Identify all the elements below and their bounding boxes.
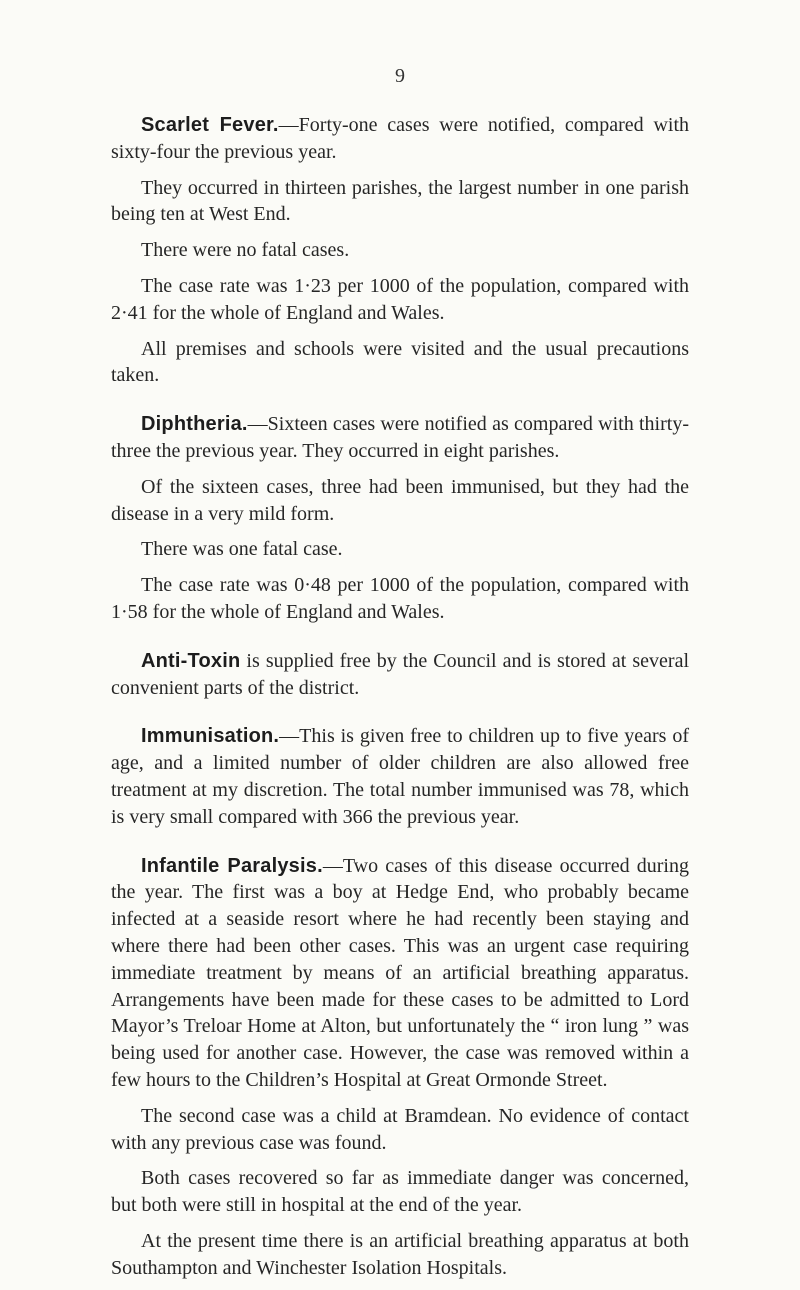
paragraph-text: They occurred in thirteen parishes, the largest number in one parish being ten at West End. (111, 176, 689, 226)
paragraph-text: At the present time there is an artificial breathing apparatus at both Southampton and Winchester Isolation Hospitals. (111, 1229, 689, 1279)
section-heading-infantile-paralysis: Infantile Paralysis. (141, 854, 323, 877)
paragraph-text: is supplied free by the Council and is stored at several convenient parts of the district. (111, 649, 689, 699)
paragraph (111, 572, 689, 626)
section-heading-immunisation: Immunisation. (141, 725, 280, 748)
paragraph (111, 1228, 689, 1282)
paragraph-text: —Two cases of this disease occurred during the year. The first was a boy at Hedge End, who probably became infected at a seaside resort where he had recently been staying and where there had been other cases. This was an urgent case requiring immediate treatment by means of an artificial breathing apparatus. Arrangements have been made for these cases to be admitted to Lord Mayor’s Treloar Home at Alton, but unfortunately the “ iron lung ” was being used for another case. However, the case was removed within a few hours to the Children’s Hospital at Great Ormonde Street. (111, 854, 689, 1091)
paragraph (111, 1165, 689, 1219)
paragraph-text: The case rate was 1·23 per 1000 of the population, compared with 2·41 for the whole of England and Wales. (111, 274, 689, 324)
page-number: 9 (395, 65, 405, 87)
paragraph-diphtheria (111, 411, 689, 465)
paragraph-text: The second case was a child at Bramdean. No evidence of contact with any previous case was found. (111, 1104, 689, 1154)
paragraph-immunisation (111, 723, 689, 830)
paragraph-text: There were no fatal cases. (141, 239, 350, 262)
section-heading-scarlet-fever: Scarlet Fever. (141, 114, 279, 136)
paragraph (111, 474, 689, 528)
paragraph (111, 536, 689, 563)
paragraph-scarlet-fever (111, 112, 689, 166)
paragraph-anti-toxin (111, 648, 689, 702)
paragraph-text: There was one fatal case. (141, 538, 343, 561)
paragraph-text: The case rate was 0·48 per 1000 of the population, compared with 1·58 for the whole of England and Wales. (111, 574, 689, 623)
paragraph-text: All premises and schools were visited and the usual precautions taken. (111, 337, 689, 387)
report-body (111, 112, 689, 1290)
paragraph-text: —Forty-one cases were notified, compared with sixty-four the previous year. (111, 114, 690, 163)
paragraph (111, 273, 689, 327)
paragraph-text: —Sixteen cases were notified as compared with thirty-three the previous year. They occurred in eight parishes. (111, 413, 689, 462)
paragraph (111, 336, 689, 390)
section-heading-diphtheria: Diphtheria. (141, 413, 248, 436)
section-heading-anti-toxin: Anti-Toxin (141, 649, 241, 672)
paragraph-text: —This is given free to children up to five years of age, and a limited number of older children are also allowed free treatment at my discretion. The total number immunised was 78, which is very small compared with 366 the previous year. (111, 725, 689, 828)
paragraph-text: Of the sixteen cases, three had been immunised, but they had the disease in a very mild form. (111, 475, 689, 525)
paragraph-text: Both cases recovered so far as immediate danger was concerned, but both were still in hospital at the end of the year. (111, 1167, 689, 1217)
paragraph (111, 237, 689, 264)
paragraph-infantile-paralysis (111, 853, 689, 1094)
paragraph (111, 1103, 689, 1157)
paragraph (111, 175, 689, 229)
